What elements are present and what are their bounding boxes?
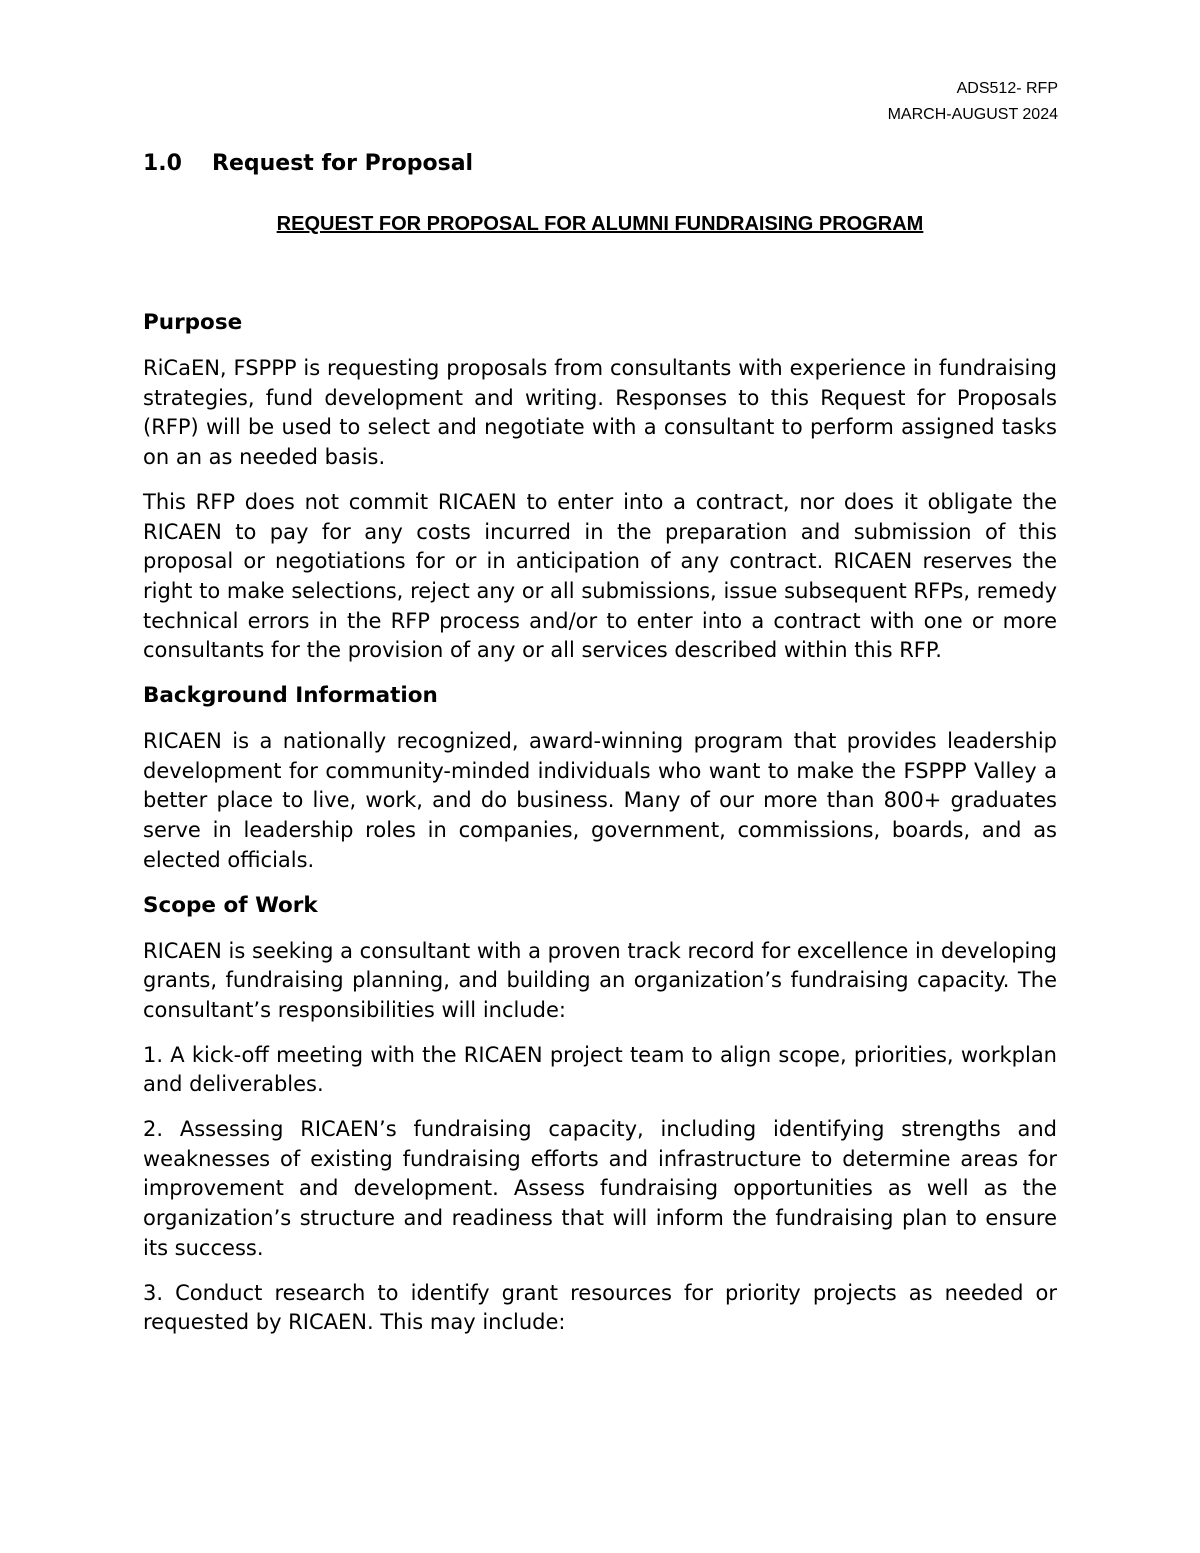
scope-heading: Scope of Work [143,892,318,918]
header-period: MARCH-AUGUST 2024 [887,106,1058,123]
section-title: Request for Proposal [212,151,474,176]
section-number: 1.0 [143,151,182,176]
background-paragraph: RICAEN is a nationally recognized, award-winning program that provides leadership development for community-minded individuals who want to make the FSPPP Valley a better place to live, work, and do business. Many of our more than 800+ graduates serve in leadership roles in companies, government, commissions, boards, and as elected officials. [143,729,1057,872]
scope-item-2: 2. Assessing RICAEN’s fundraising capacity, including identifying strengths and weaknesses of existing fundraising efforts and infrastructure to determine areas for improvement and development. Assess fundraising opportunities as well as the organization’s structure and readiness that will inform the fundraising plan to ensure its success. [143,1117,1057,1260]
scope-item-1: 1. A kick-off meeting with the RICAEN project team to align scope, priorities, workplan and deliverables. [143,1042,1057,1097]
scope-item-3: 3. Conduct research to identify grant resources for priority projects as needed or requested by RICAEN. This may include: [143,1280,1057,1335]
scope-paragraph: RICAEN is seeking a consultant with a proven track record for excellence in developing grants, fundraising planning, and building an organization’s fundraising capacity. The consultant’s responsibilities will include: [143,938,1057,1022]
purpose-paragraph-1: RiCaEN, FSPPP is requesting proposals from consultants with experience in fundraising strategies, fund development and writing. Responses to this Request for Proposals (RFP) will be used to select and negotiate with a consultant to perform assigned tasks on an as needed basis. [143,356,1057,470]
header-course-code: ADS512- RFP [956,80,1058,97]
section-heading [143,150,473,178]
document-body [143,308,1057,1338]
background-heading: Background Information [143,683,438,709]
purpose-heading: Purpose [143,310,243,335]
document-title: REQUEST FOR PROPOSAL FOR ALUMNI FUNDRAISING PROGRAM [276,213,924,235]
purpose-paragraph-2: This RFP does not commit RICAEN to enter into a contract, nor does it obligate the RICAEN to pay for any costs incurred in the preparation and submission of this proposal or negotiations for or in anticipation of any contract. RICAEN reserves the right to make selections, reject any or all submissions, issue subsequent RFPs, remedy technical errors in the RFP process and/or to enter into a contract with one or more consultants for the provision of any or all services described within this RFP. [143,489,1057,663]
